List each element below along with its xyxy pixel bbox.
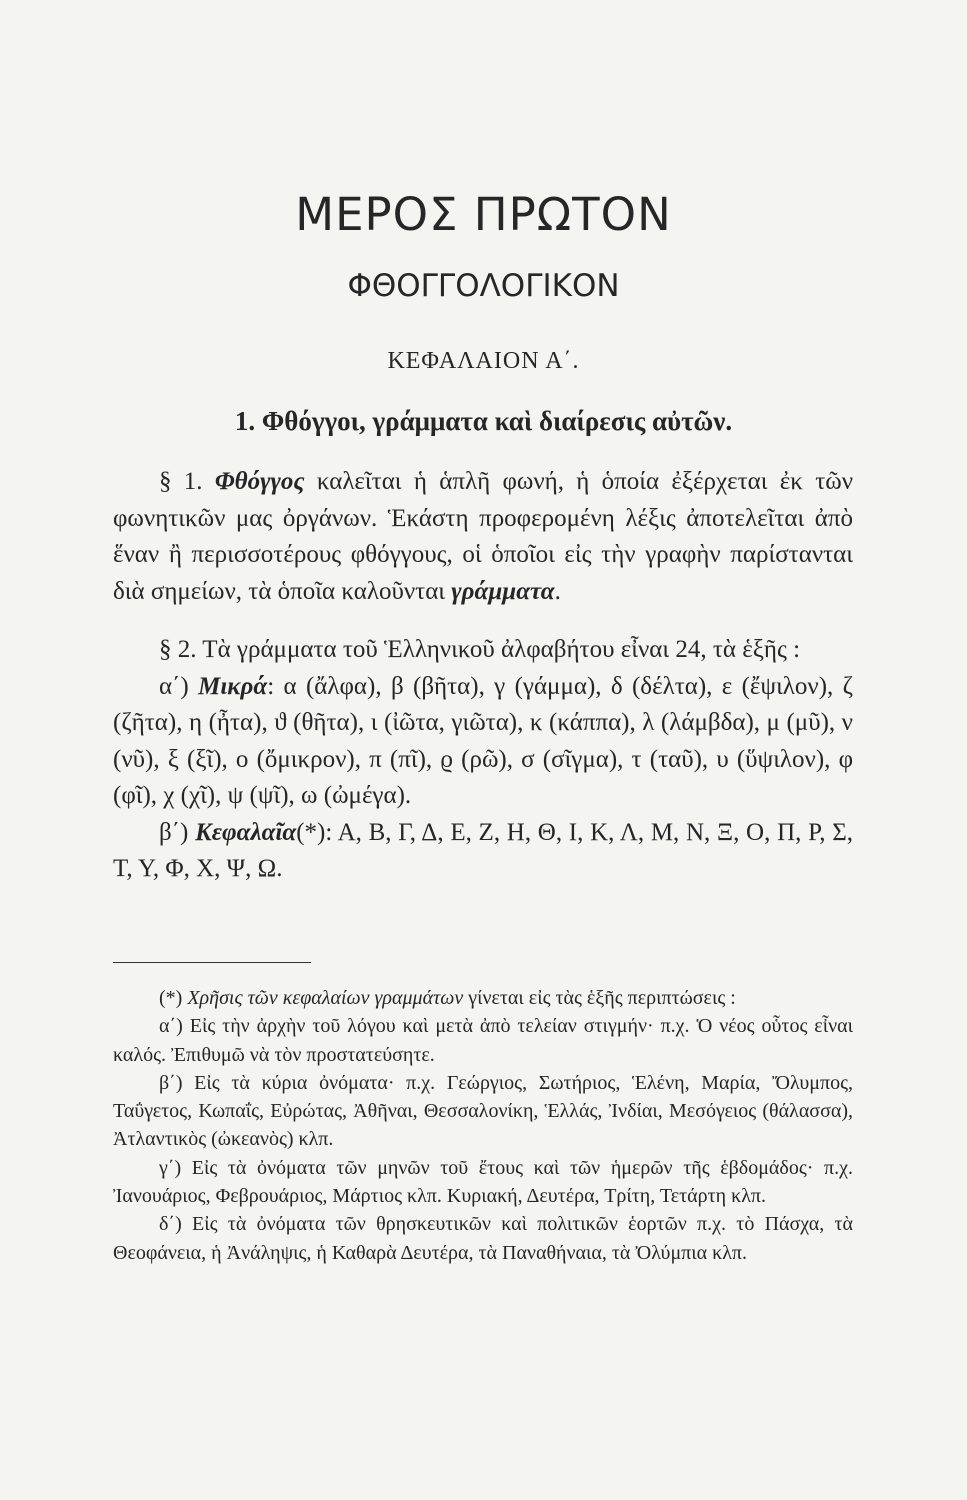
footnote-item-c: γ΄) Εἰς τὰ ὀνόματα τῶν μηνῶν τοῦ ἔτους καὶ τῶν ἡμερῶν τῆς ἑβδομάδος· π.χ. Ἰανουάριος, Φεβρουάριος, Μάρτιος κλπ. Κυριακή, Δευτέρα, Τρίτη, Τετάρτη κλπ. [113,1156,853,1208]
footnote-intro [113,984,853,1012]
small-letters [113,669,853,815]
paragraph-1-body: καλεῖται ἡ ἁπλῆ φωνή, ἡ ὁποία ἐξέρχεται ἐκ τῶν φωνητικῶν μας ὀργάνων. Ἑκάστη προφερομένη λέξις ἀποτελεῖται ἀπὸ ἕναν ἢ περισσοτέρους φθόγγους, οἱ ὁποῖοι εἰς τὴν γραφὴν παρίστανται διὰ σημείων, τὰ ὁποῖα καλοῦνται [113,468,854,605]
footnote-intro-text: γίνεται εἰς τὰς ἑξῆς περιπτώσεις : [463,987,736,1009]
footnote-item-b: β΄) Εἰς τὰ κύρια ὀνόματα· π.χ. Γεώργιος, Σωτήριος, Ἑλένη, Μαρία, Ὄλυμπος, Ταΰγετος, Κωπαΐς, Εὐρώτας, Ἀθῆναι, Θεσσαλονίκη, Ἑλλάς, Ἰνδίαι, Μεσόγειος (θάλασσα), Ἀτλαντικὸς (ὠκεανὸς) κλπ. [113,1071,853,1151]
footnote-mark: (*) [159,987,188,1009]
paragraph-2-text: § 2. Τὰ γράμματα τοῦ Ἑλληνικοῦ ἀλφαβήτου εἶναι 24, τὰ ἑξῆς : [159,636,801,663]
footnote [113,984,853,1267]
paragraph-1 [113,464,853,610]
paragraph-1-end: . [554,577,561,605]
small-letters-list: : α (ἄλφα), β (βῆτα), γ (γάμμα), δ (δέλτα), ε (ἔψιλον), ζ (ζῆτα), η (ἦτα), ϑ (θῆτα), ι (ἰῶτα, γιῶτα), κ (κάππα), λ (λάμβδα), μ (μῦ), ν (νῦ), ξ (ξῖ), ο (ὄμικρον), π (πῖ), ϱ (ρῶ), σ (σῖγμα), τ (ταῦ), υ (ὕψιλον), φ (φῖ), χ (χῖ), ψ (ψῖ), ω (ὠμέγα). [113,672,853,809]
footnote-divider [113,962,311,963]
term-fthongos: Φθόγγος [214,468,305,495]
subsection-heading: 1. Φθόγγοι, γράμματα καὶ διαίρεσις αὐτῶν. [234,406,733,436]
capital-letters-list: (*): Α, Β, Γ, Δ, Ε, Ζ, Η, Θ, Ι, Κ, Λ, Μ, Ν, Ξ, Ο, Π, Ρ, Σ, Τ, Υ, Φ, Χ, Ψ, Ω. [113,818,853,882]
part-title: ΜΕΡΟΣ ΠΡΩΤΟΝ [295,188,672,241]
chapter-title: ΚΕΦΑΛΑΙΟΝ Α΄. [387,348,580,374]
footnote-item-d: δ΄) Εἰς τὰ ὀνόματα τῶν θρησκευτικῶν καὶ πολιτικῶν ἑορτῶν π.χ. τὸ Πάσχα, τὰ Θεοφάνεια, ἡ Ἀνάληψις, ἡ Καθαρὰ Δευτέρα, τὰ Παναθήναια, τὰ Ὀλύμπια κλπ. [113,1213,853,1264]
term-grammata: γράμματα [451,577,555,605]
paragraph-1-text [113,464,853,610]
capital-letters [113,815,853,888]
paragraph-2 [113,632,853,888]
capital-term: Κεφαλαῖα [195,818,297,846]
small-label: α΄) [159,672,199,700]
small-term: Μικρά [198,672,268,700]
section-title: ΦΘΟΓΓΟΛΟΓΙΚΟΝ [347,268,620,304]
paragraph-1-lead: § 1. [159,468,215,495]
footnote-title: Χρῆσις τῶν κεφαλαίων γραμμάτων [187,987,464,1009]
footnote-item-a: α΄) Εἰς τὴν ἀρχὴν τοῦ λόγου καὶ μετὰ ἀπὸ τελείαν στιγμήν· π.χ. Ὁ νέος οὗτος εἶναι καλός. Ἐπιθυμῶ νὰ τὸν προστατεύσητε. [113,1015,853,1066]
capital-label: β΄) [159,818,196,846]
